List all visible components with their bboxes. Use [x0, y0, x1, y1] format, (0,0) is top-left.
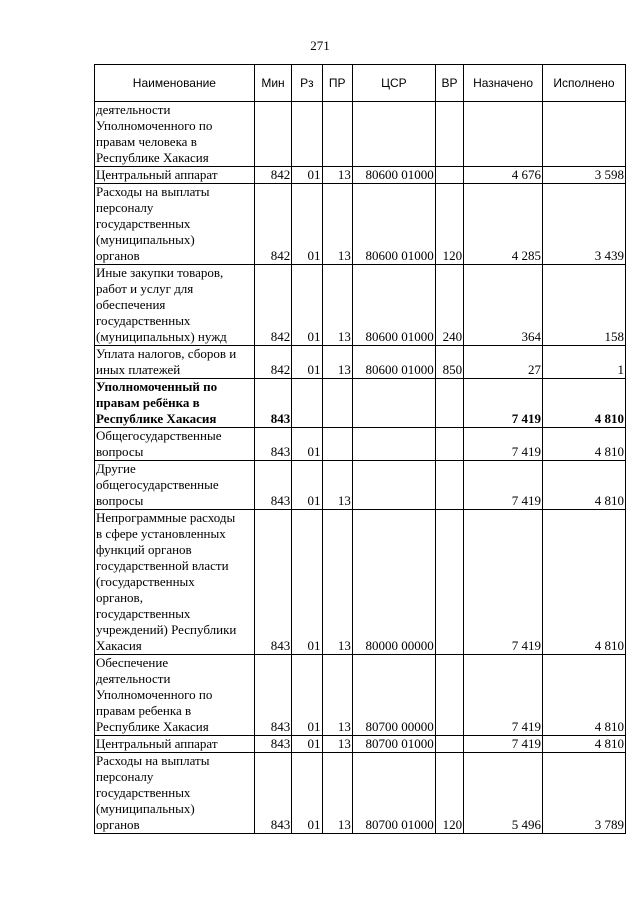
cell-pr — [322, 428, 352, 461]
cell-rz: 01 — [292, 510, 322, 655]
cell-vr — [435, 379, 463, 428]
cell-vr: 120 — [435, 184, 463, 265]
cell-assigned: 7 419 — [464, 379, 543, 428]
cell-min: 842 — [254, 346, 291, 379]
cell-assigned: 7 419 — [464, 461, 543, 510]
cell-pr: 13 — [322, 510, 352, 655]
cell-pr: 13 — [322, 753, 352, 834]
cell-executed: 3 789 — [543, 753, 626, 834]
cell-rz: 01 — [292, 265, 322, 346]
cell-vr — [435, 736, 463, 753]
cell-vr — [435, 428, 463, 461]
cell-executed: 1 — [543, 346, 626, 379]
cell-pr: 13 — [322, 167, 352, 184]
cell-min: 842 — [254, 184, 291, 265]
cell-executed: 4 810 — [543, 736, 626, 753]
cell-min: 842 — [254, 265, 291, 346]
cell-assigned: 7 419 — [464, 510, 543, 655]
header-name: Наименование — [95, 65, 255, 102]
cell-min: 843 — [254, 736, 291, 753]
header-assigned: Назначено — [464, 65, 543, 102]
cell-executed: 4 810 — [543, 510, 626, 655]
cell-pr: 13 — [322, 461, 352, 510]
table-row — [95, 102, 626, 167]
cell-name: Уполномоченный по правам ребёнка в Республике Хакасия — [95, 379, 255, 428]
cell-rz: 01 — [292, 428, 322, 461]
cell-executed: 3 439 — [543, 184, 626, 265]
cell-pr: 13 — [322, 346, 352, 379]
table-row — [95, 753, 626, 834]
budget-table — [94, 64, 626, 834]
cell-csr — [352, 379, 435, 428]
header-min: Мин — [254, 65, 291, 102]
cell-assigned — [464, 102, 543, 167]
cell-assigned: 7 419 — [464, 736, 543, 753]
cell-rz: 01 — [292, 346, 322, 379]
cell-csr — [352, 102, 435, 167]
cell-executed: 3 598 — [543, 167, 626, 184]
cell-name: Центральный аппарат — [95, 167, 255, 184]
cell-pr: 13 — [322, 655, 352, 736]
cell-csr: 80000 00000 — [352, 510, 435, 655]
cell-rz: 01 — [292, 184, 322, 265]
cell-assigned: 5 496 — [464, 753, 543, 834]
cell-csr: 80600 01000 — [352, 167, 435, 184]
cell-min: 843 — [254, 655, 291, 736]
table-row — [95, 184, 626, 265]
cell-csr: 80600 01000 — [352, 265, 435, 346]
cell-name: Иные закупки товаров, работ и услуг для обеспечения государственных (муниципальных) нужд — [95, 265, 255, 346]
cell-pr — [322, 102, 352, 167]
table-row — [95, 736, 626, 753]
table-row — [95, 428, 626, 461]
cell-rz — [292, 102, 322, 167]
cell-rz: 01 — [292, 461, 322, 510]
cell-name: Другие общегосударственные вопросы — [95, 461, 255, 510]
cell-rz: 01 — [292, 753, 322, 834]
cell-executed: 4 810 — [543, 461, 626, 510]
cell-min: 843 — [254, 510, 291, 655]
cell-name: Общегосударственные вопросы — [95, 428, 255, 461]
cell-pr: 13 — [322, 736, 352, 753]
cell-rz: 01 — [292, 736, 322, 753]
cell-assigned: 4 285 — [464, 184, 543, 265]
header-executed: Исполнено — [543, 65, 626, 102]
table-row — [95, 510, 626, 655]
cell-name: Непрограммные расходы в сфере установленных функций органов государственной власти (государственных органов, государственных учреждений) Республики Хакасия — [95, 510, 255, 655]
cell-csr — [352, 461, 435, 510]
table-body — [95, 102, 626, 834]
cell-assigned: 7 419 — [464, 655, 543, 736]
table-row — [95, 655, 626, 736]
cell-executed — [543, 102, 626, 167]
cell-vr — [435, 510, 463, 655]
cell-csr — [352, 428, 435, 461]
header-csr: ЦСР — [352, 65, 435, 102]
cell-pr: 13 — [322, 184, 352, 265]
cell-assigned: 364 — [464, 265, 543, 346]
table-row — [95, 346, 626, 379]
cell-executed: 4 810 — [543, 655, 626, 736]
table-row — [95, 265, 626, 346]
cell-pr: 13 — [322, 265, 352, 346]
table-header-row — [95, 65, 626, 102]
cell-min — [254, 102, 291, 167]
cell-rz: 01 — [292, 167, 322, 184]
cell-vr — [435, 655, 463, 736]
cell-csr: 80700 01000 — [352, 753, 435, 834]
cell-executed: 4 810 — [543, 379, 626, 428]
cell-name: Обеспечение деятельности Уполномоченного по правам ребенка в Республике Хакасия — [95, 655, 255, 736]
cell-name: Центральный аппарат — [95, 736, 255, 753]
table-row — [95, 379, 626, 428]
cell-min: 843 — [254, 461, 291, 510]
cell-pr — [322, 379, 352, 428]
header-pr: ПР — [322, 65, 352, 102]
cell-csr: 80700 00000 — [352, 655, 435, 736]
cell-name: Уплата налогов, сборов и иных платежей — [95, 346, 255, 379]
cell-name: Расходы на выплаты персоналу государственных (муниципальных) органов — [95, 184, 255, 265]
cell-assigned: 7 419 — [464, 428, 543, 461]
cell-min: 843 — [254, 753, 291, 834]
header-rz: Рз — [292, 65, 322, 102]
table-row — [95, 167, 626, 184]
header-vr: ВР — [435, 65, 463, 102]
cell-min: 842 — [254, 167, 291, 184]
page-number: 271 — [310, 38, 330, 53]
cell-vr: 240 — [435, 265, 463, 346]
cell-executed: 158 — [543, 265, 626, 346]
cell-assigned: 4 676 — [464, 167, 543, 184]
cell-min: 843 — [254, 379, 291, 428]
cell-name: Расходы на выплаты персоналу государственных (муниципальных) органов — [95, 753, 255, 834]
cell-vr — [435, 102, 463, 167]
cell-name: деятельности Уполномоченного по правам человека в Республике Хакасия — [95, 102, 255, 167]
cell-vr: 850 — [435, 346, 463, 379]
cell-executed: 4 810 — [543, 428, 626, 461]
cell-rz — [292, 379, 322, 428]
cell-vr — [435, 167, 463, 184]
cell-rz: 01 — [292, 655, 322, 736]
cell-csr: 80600 01000 — [352, 184, 435, 265]
cell-min: 843 — [254, 428, 291, 461]
cell-csr: 80600 01000 — [352, 346, 435, 379]
cell-assigned: 27 — [464, 346, 543, 379]
table-row — [95, 461, 626, 510]
cell-vr — [435, 461, 463, 510]
cell-csr: 80700 01000 — [352, 736, 435, 753]
cell-vr: 120 — [435, 753, 463, 834]
